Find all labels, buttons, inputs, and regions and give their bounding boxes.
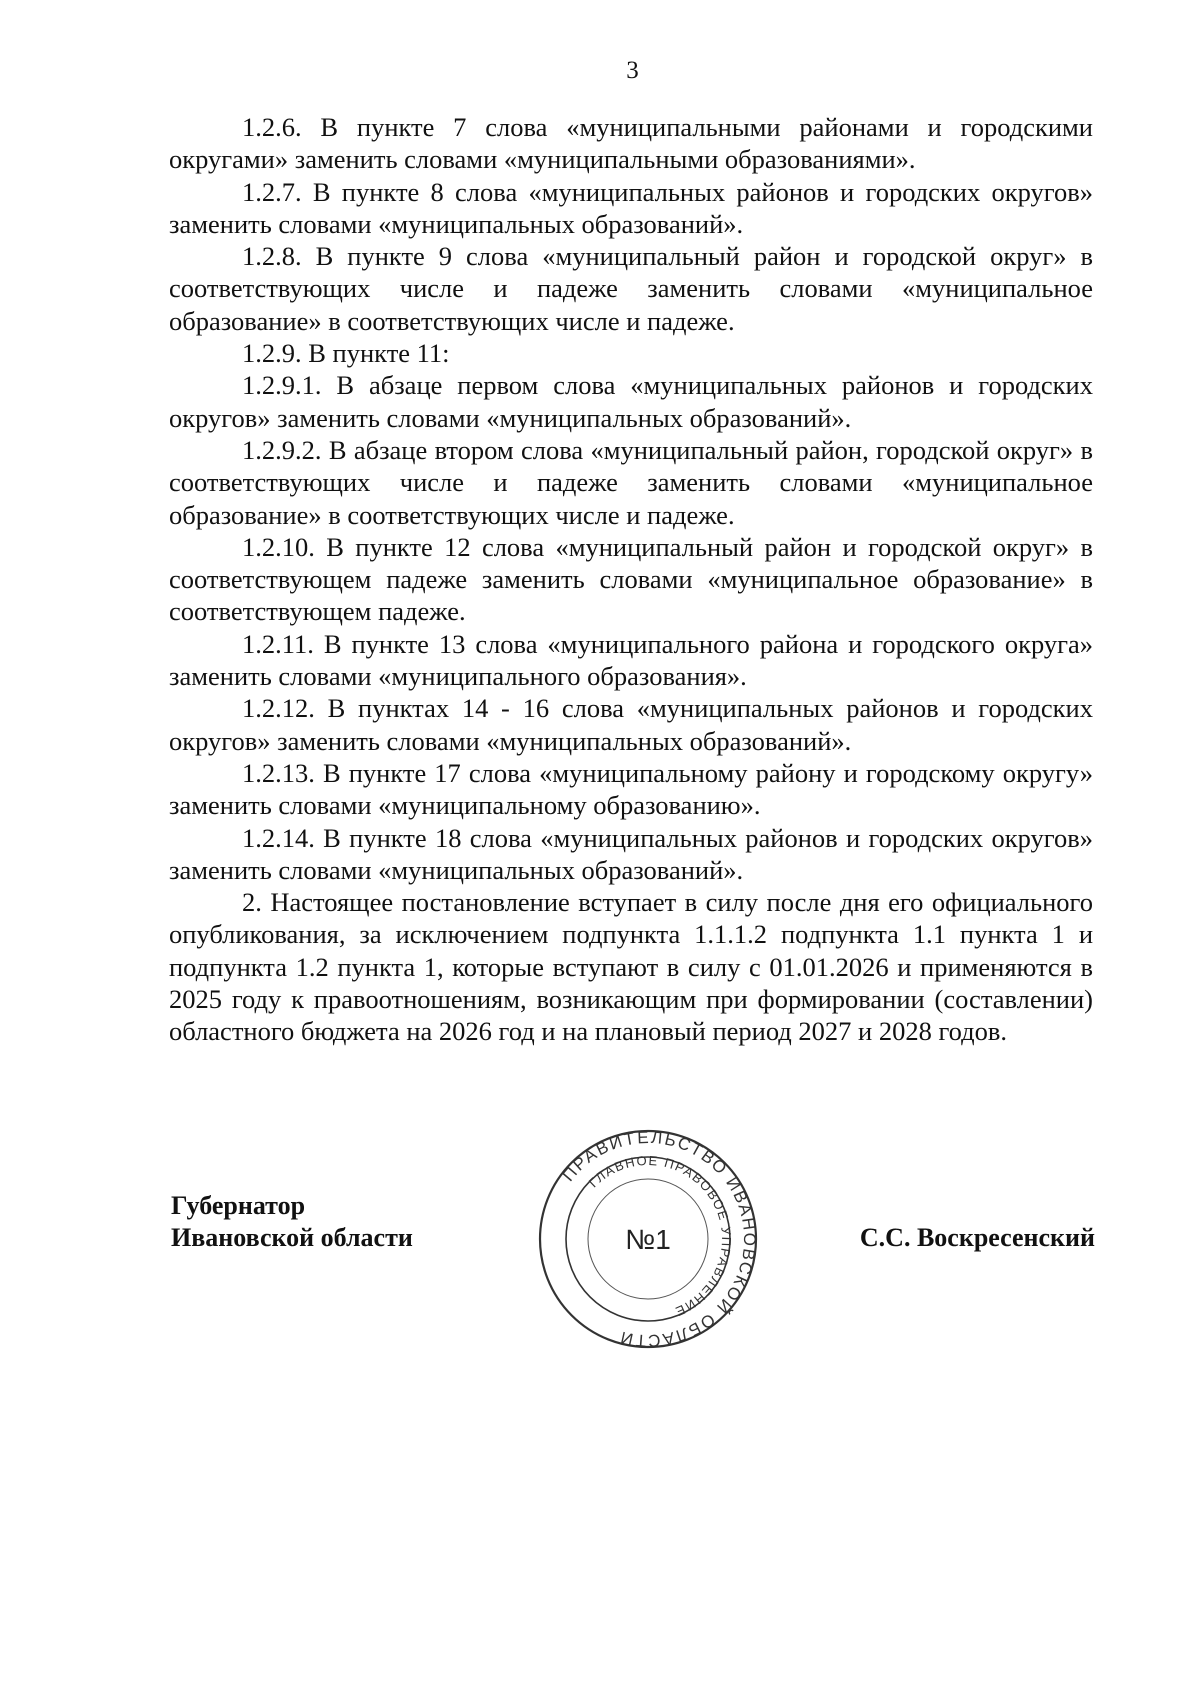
- paragraph-1-2-9-1: 1.2.9.1. В абзаце первом слова «муниципальных районов и городских округов» заменить словами «муниципальных образований».: [169, 370, 1093, 433]
- signer-position-line1: Губернатор: [171, 1191, 306, 1220]
- paragraph-2: 2. Настоящее постановление вступает в силу после дня его официального опубликования, за исключением подпункта 1.1.1.2 подпункта 1.1 пункта 1 и подпункта 1.2 пункта 1, которые вступают в силу с 01.01.2026 и применяются в 2025 году к правоотношениям, возникающим при формировании (составлении) областного бюджета на 2026 год и на плановый период 2027 и 2028 годов.: [169, 887, 1093, 1047]
- paragraph-1-2-12: 1.2.12. В пунктах 14 - 16 слова «муниципальных районов и городских округов» заменить словами «муниципальных образований».: [169, 693, 1093, 756]
- paragraph-1-2-7: 1.2.7. В пункте 8 слова «муниципальных районов и городских округов» заменить словами «муниципальных образований».: [169, 176, 1093, 239]
- paragraph-1-2-10: 1.2.10. В пункте 12 слова «муниципальный район и городской округ» в соответствующем падеже заменить словами «муниципальное образование» в соответствующем падеже.: [169, 531, 1093, 627]
- paragraph-1-2-11: 1.2.11. В пункте 13 слова «муниципального района и городского округа» заменить словами «муниципального образования».: [169, 628, 1093, 692]
- signer-name: С.С. Воскресенский: [859, 1223, 1095, 1252]
- paragraph-1-2-9: 1.2.9. В пункте 11:: [242, 338, 450, 369]
- seal-number: №1: [625, 1224, 671, 1255]
- seal-outer-text: ПРАВИТЕЛЬСТВО ИВАНОВСКОЙ ОБЛАСТИ: [558, 1128, 759, 1350]
- official-seal: [537, 1128, 759, 1350]
- seal-inner-text: ГЛАВНОЕ ПРАВОВОЕ УПРАВЛЕНИЕ: [585, 1152, 735, 1320]
- paragraph-1-2-13: 1.2.13. В пункте 17 слова «муниципальному району и городскому округу» заменить словами «муниципальному образованию».: [169, 757, 1093, 821]
- signer-position-line2: Ивановской области: [171, 1223, 413, 1252]
- signer-position: [171, 1190, 413, 1254]
- paragraph-1-2-14: 1.2.14. В пункте 18 слова «муниципальных районов и городских округов» заменить словами «муниципальных образований».: [169, 822, 1093, 885]
- document-body: [169, 111, 1093, 1048]
- page-number: 3: [626, 57, 639, 84]
- paragraph-1-2-8: 1.2.8. В пункте 9 слова «муниципальный район и городской округ» в соответствующих числе и падеже заменить словами «муниципальное образование» в соответствующих числе и падеже.: [169, 241, 1093, 336]
- paragraph-1-2-9-2: 1.2.9.2. В абзаце втором слова «муниципальный район, городской округ» в соответствующих числе и падеже заменить словами «муниципальное образование» в соответствующих числе и падеже.: [169, 434, 1093, 530]
- paragraph-1-2-6: 1.2.6. В пункте 7 слова «муниципальными районами и городскими округами» заменить словами «муниципальными образованиями».: [169, 112, 1093, 175]
